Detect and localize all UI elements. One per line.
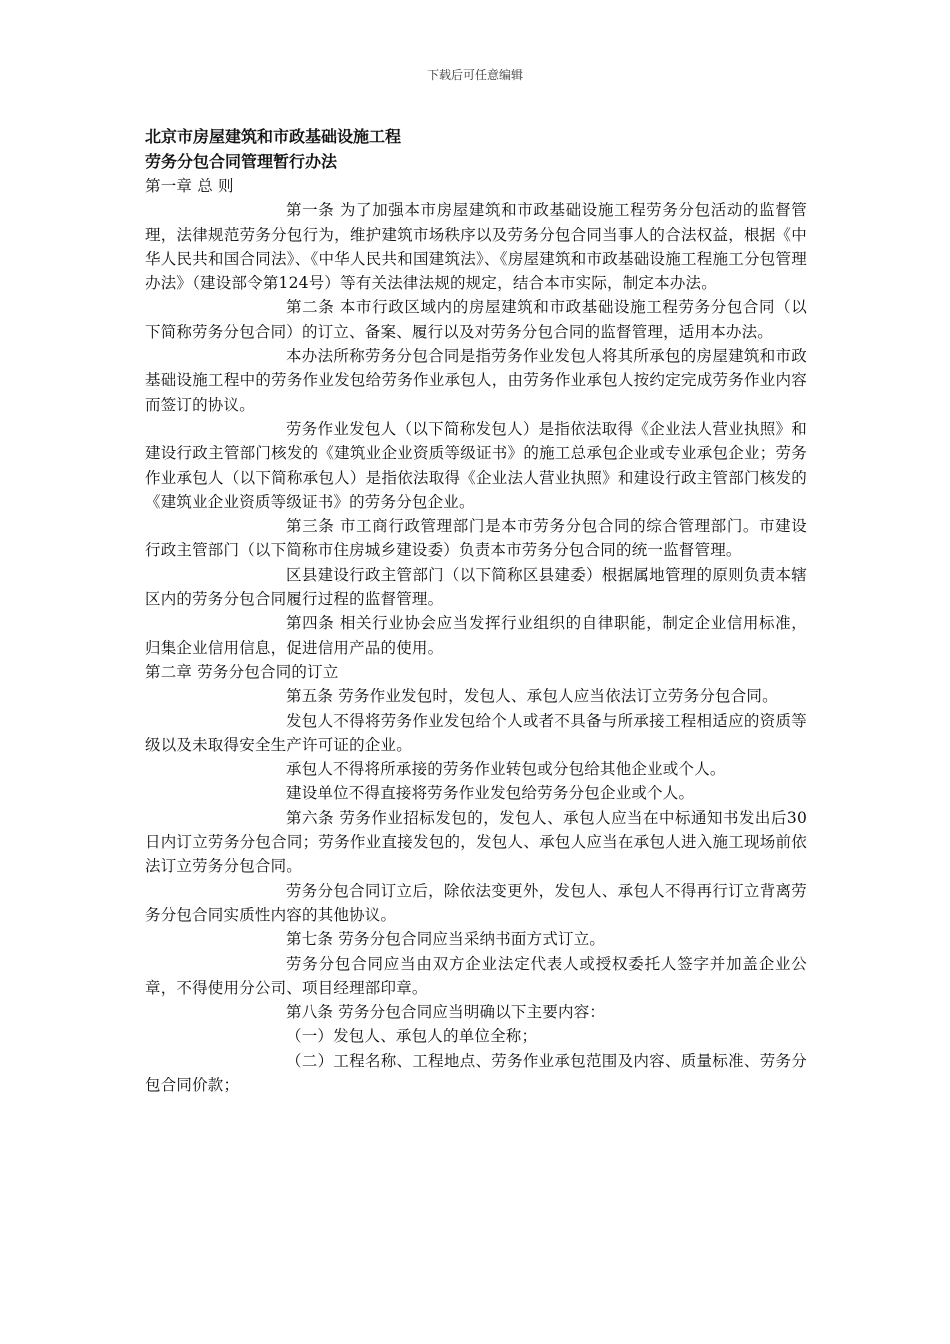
document-body (145, 124, 807, 1097)
article-paragraph: 发包人不得将劳务作业发包给个人或者不具备与所承接工程相适应的资质等级以及未取得安全生产许可证的企业。 (145, 711, 807, 754)
chapter-heading: 第二章 劳务分包合同的订立 (145, 662, 339, 681)
article-paragraph: 第六条 劳务作业招标发包的，发包人、承包人应当在中标通知书发出后30日内订立劳务分包合同；劳务作业直接发包的，发包人、承包人应当在承包人进入施工现场前依法订立劳务分包合同。 (145, 808, 807, 876)
article-paragraph: 区县建设行政主管部门（以下简称区县建委）根据属地管理的原则负责本辖区内的劳务分包合同履行过程的监督管理。 (145, 565, 807, 609)
article-paragraph: 建设单位不得直接将劳务作业发包给劳务分包企业或个人。 (286, 784, 695, 803)
article-paragraph: 本办法所称劳务分包合同是指劳务作业发包人将其所承包的房屋建筑和市政基础设施工程中的劳务作业发包给劳务作业承包人，由劳务作业承包人按约定完成劳务作业内容而签订的协议。 (145, 347, 807, 414)
document-title-line-1: 北京市房屋建筑和市政基础设施工程 (145, 127, 402, 146)
article-paragraph: 第四条 相关行业协会应当发挥行业组织的自律职能，制定企业信用标准，归集企业信用信息，促进信用产品的使用。 (145, 614, 807, 657)
article-paragraph: 劳务分包合同应当由双方企业法定代表人或授权委托人签字并加盖企业公章，不得使用分公司、项目经理部印章。 (145, 954, 807, 997)
document-title-line-2: 劳务分包合同管理暂行办法 (145, 152, 338, 171)
article-paragraph: 第二条 本市行政区域内的房屋建筑和市政基础设施工程劳务分包合同（以下简称劳务分包合同）的订立、备案、履行以及对劳务分包合同的监督管理，适用本办法。 (145, 298, 807, 341)
article-paragraph: 承包人不得将所承接的劳务作业转包或分包给其他企业或个人。 (286, 760, 726, 779)
page-header: 下载后可任意编辑 (426, 68, 523, 82)
article-paragraph: 劳务分包合同订立后，除依法变更外，发包人、承包人不得再行订立背离劳务分包合同实质性内容的其他协议。 (145, 881, 807, 924)
article-paragraph: 第一条 为了加强本市房屋建筑和市政基础设施工程劳务分包活动的监督管理，法律规范劳务分包行为，维护建筑市场秩序以及劳务分包合同当事人的合法权益，根据《中华人民共和国合同法》、《中华人民共和国建筑法》、《房屋建筑和市政基础设施工程施工分包管理办法》（建设部令第124号）等有关法律法规的规定，结合本市实际，制定本办法。 (145, 201, 807, 293)
article-paragraph: 第七条 劳务分包合同应当采纳书面方式订立。 (286, 930, 606, 949)
article-paragraph: 劳务作业发包人（以下简称发包人）是指依法取得《企业法人营业执照》和建设行政主管部门核发的《建筑业企业资质等级证书》的施工总承包企业或专业承包企业；劳务作业承包人（以下简称承包人）是指依法取得《企业法人营业执照》和建设行政主管部门核发的《建筑业企业资质等级证书》的劳务分包企业。 (145, 419, 807, 511)
article-paragraph: 第五条 劳务作业发包时，发包人、承包人应当依法订立劳务分包合同。 (286, 687, 778, 706)
article-paragraph: （一）发包人、承包人的单位全称； (286, 1027, 538, 1046)
article-paragraph: 第八条 劳务分包合同应当明确以下主要内容： (286, 1003, 606, 1022)
article-paragraph: （二）工程名称、工程地点、劳务作业承包范围及内容、质量标准、劳务分包合同价款； (145, 1051, 807, 1094)
chapter-heading: 第一章 总 则 (145, 177, 234, 195)
paragraph-list (145, 174, 807, 1097)
article-paragraph: 第三条 市工商行政管理部门是本市劳务分包合同的综合管理部门。市建设行政主管部门（以下简称市住房城乡建设委）负责本市劳务分包合同的统一监督管理。 (145, 517, 807, 560)
